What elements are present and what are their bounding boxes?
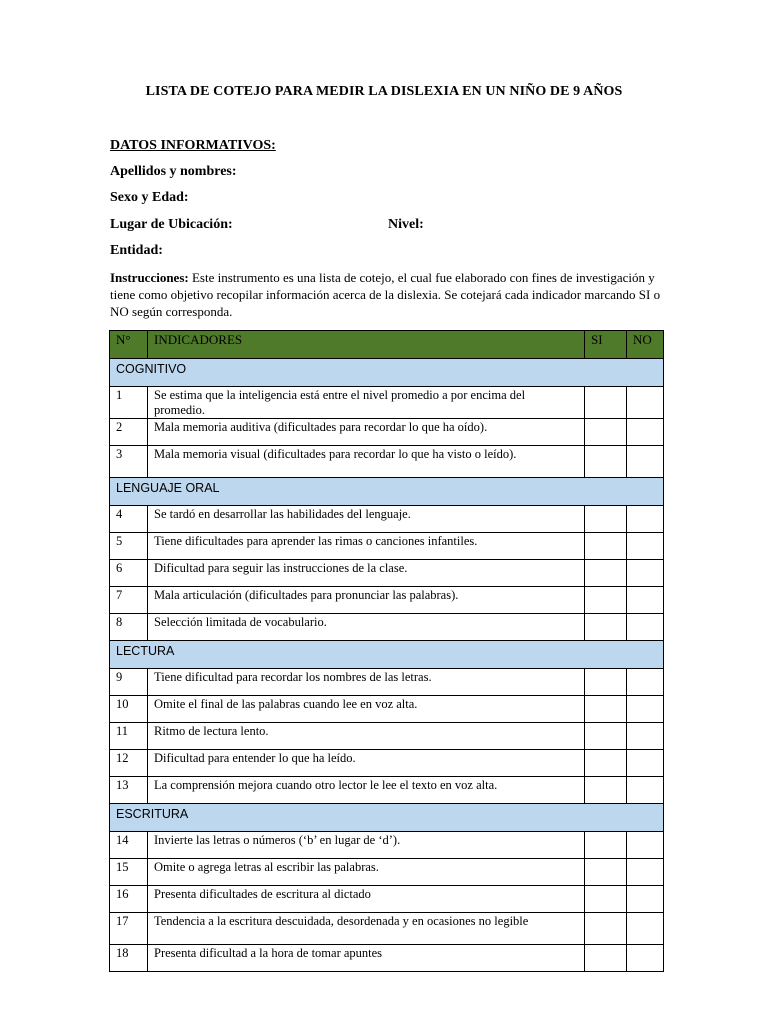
checklist-table <box>109 330 664 972</box>
si-checkbox-cell[interactable] <box>585 777 627 804</box>
item-number: 9 <box>110 669 148 696</box>
checklist-body <box>110 359 664 972</box>
no-checkbox-cell[interactable] <box>627 669 664 696</box>
si-checkbox-cell[interactable] <box>585 419 627 446</box>
nivel-field-label: Nivel: <box>388 217 424 232</box>
table-row <box>110 696 664 723</box>
section-row <box>110 804 664 832</box>
item-indicator: Se estima que la inteligencia está entre el nivel promedio a por encima del promedio. <box>148 387 585 419</box>
page-title: LISTA DE COTEJO PARA MEDIR LA DISLEXIA EN UN NIÑO DE 9 AÑOS <box>145 84 623 99</box>
no-checkbox-cell[interactable] <box>627 777 664 804</box>
item-indicator: La comprensión mejora cuando otro lector le lee el texto en voz alta. <box>148 777 585 804</box>
si-checkbox-cell[interactable] <box>585 587 627 614</box>
si-checkbox-cell[interactable] <box>585 506 627 533</box>
item-indicator: Dificultad para seguir las instrucciones de la clase. <box>148 560 585 587</box>
item-number: 10 <box>110 696 148 723</box>
table-row <box>110 832 664 859</box>
item-number: 3 <box>110 446 148 478</box>
table-row <box>110 560 664 587</box>
no-checkbox-cell[interactable] <box>627 533 664 560</box>
si-checkbox-cell[interactable] <box>585 560 627 587</box>
no-checkbox-cell[interactable] <box>627 723 664 750</box>
item-indicator: Dificultad para entender lo que ha leído. <box>148 750 585 777</box>
item-indicator: Ritmo de lectura lento. <box>148 723 585 750</box>
datos-informativos-heading: DATOS INFORMATIVOS: <box>110 138 276 153</box>
si-checkbox-cell[interactable] <box>585 832 627 859</box>
item-number: 4 <box>110 506 148 533</box>
item-indicator: Se tardó en desarrollar las habilidades del lenguaje. <box>148 506 585 533</box>
table-row <box>110 533 664 560</box>
si-checkbox-cell[interactable] <box>585 913 627 945</box>
lugar-field-label: Lugar de Ubicación: <box>110 217 233 232</box>
entidad-field-label: Entidad: <box>110 243 163 258</box>
instructions-text: Este instrumento es una lista de cotejo, el cual fue elaborado con fines de investigación y tiene como objetivo recopilar información acerca de la dislexia. Se cotejará cada indicador marcando SI o NO según corresponda. <box>110 270 661 319</box>
item-number: 2 <box>110 419 148 446</box>
item-indicator: Presenta dificultades de escritura al dictado <box>148 886 585 913</box>
header-si: SI <box>585 331 627 359</box>
table-row <box>110 419 664 446</box>
item-indicator: Mala articulación (dificultades para pronunciar las palabras). <box>148 587 585 614</box>
item-number: 7 <box>110 587 148 614</box>
table-row <box>110 859 664 886</box>
item-number: 13 <box>110 777 148 804</box>
table-row <box>110 387 664 419</box>
item-indicator: Mala memoria auditiva (dificultades para recordar lo que ha oído). <box>148 419 585 446</box>
table-row <box>110 913 664 945</box>
item-indicator: Tiene dificultades para aprender las rimas o canciones infantiles. <box>148 533 585 560</box>
instructions-paragraph <box>110 269 665 320</box>
no-checkbox-cell[interactable] <box>627 387 664 419</box>
no-checkbox-cell[interactable] <box>627 945 664 972</box>
item-number: 12 <box>110 750 148 777</box>
section-row <box>110 641 664 669</box>
item-indicator: Omite o agrega letras al escribir las palabras. <box>148 859 585 886</box>
item-indicator: Mala memoria visual (dificultades para recordar lo que ha visto o leído). <box>148 446 585 478</box>
si-checkbox-cell[interactable] <box>585 723 627 750</box>
no-checkbox-cell[interactable] <box>627 506 664 533</box>
table-row <box>110 886 664 913</box>
no-checkbox-cell[interactable] <box>627 832 664 859</box>
header-num: N° <box>110 331 148 359</box>
header-indicadores: INDICADORES <box>148 331 585 359</box>
section-title: ESCRITURA <box>110 804 664 832</box>
table-row <box>110 723 664 750</box>
no-checkbox-cell[interactable] <box>627 614 664 641</box>
table-header-row <box>110 331 664 359</box>
section-row <box>110 359 664 387</box>
si-checkbox-cell[interactable] <box>585 945 627 972</box>
item-indicator: Invierte las letras o números (‘b’ en lugar de ‘d’). <box>148 832 585 859</box>
item-number: 17 <box>110 913 148 945</box>
si-checkbox-cell[interactable] <box>585 859 627 886</box>
item-number: 16 <box>110 886 148 913</box>
no-checkbox-cell[interactable] <box>627 560 664 587</box>
instructions-label: Instrucciones: <box>110 270 189 285</box>
item-indicator: Omite el final de las palabras cuando lee en voz alta. <box>148 696 585 723</box>
section-title: COGNITIVO <box>110 359 664 387</box>
item-number: 14 <box>110 832 148 859</box>
item-number: 11 <box>110 723 148 750</box>
item-indicator: Presenta dificultad a la hora de tomar apuntes <box>148 945 585 972</box>
si-checkbox-cell[interactable] <box>585 696 627 723</box>
si-checkbox-cell[interactable] <box>585 533 627 560</box>
item-number: 5 <box>110 533 148 560</box>
table-row <box>110 669 664 696</box>
table-row <box>110 614 664 641</box>
item-number: 15 <box>110 859 148 886</box>
table-row <box>110 587 664 614</box>
no-checkbox-cell[interactable] <box>627 696 664 723</box>
no-checkbox-cell[interactable] <box>627 913 664 945</box>
section-title: LENGUAJE ORAL <box>110 478 664 506</box>
item-number: 18 <box>110 945 148 972</box>
item-number: 6 <box>110 560 148 587</box>
item-indicator: Tendencia a la escritura descuidada, desordenada y en ocasiones no legible <box>148 913 585 945</box>
section-title: LECTURA <box>110 641 664 669</box>
no-checkbox-cell[interactable] <box>627 859 664 886</box>
item-number: 8 <box>110 614 148 641</box>
table-row <box>110 506 664 533</box>
table-row <box>110 945 664 972</box>
no-checkbox-cell[interactable] <box>627 750 664 777</box>
no-checkbox-cell[interactable] <box>627 419 664 446</box>
item-indicator: Tiene dificultad para recordar los nombres de las letras. <box>148 669 585 696</box>
sexo-edad-field-label: Sexo y Edad: <box>110 190 189 205</box>
no-checkbox-cell[interactable] <box>627 587 664 614</box>
table-row <box>110 777 664 804</box>
table-row <box>110 750 664 777</box>
si-checkbox-cell[interactable] <box>585 387 627 419</box>
no-checkbox-cell[interactable] <box>627 446 664 478</box>
item-indicator: Selección limitada de vocabulario. <box>148 614 585 641</box>
si-checkbox-cell[interactable] <box>585 669 627 696</box>
table-row <box>110 446 664 478</box>
si-checkbox-cell[interactable] <box>585 446 627 478</box>
si-checkbox-cell[interactable] <box>585 750 627 777</box>
si-checkbox-cell[interactable] <box>585 614 627 641</box>
si-checkbox-cell[interactable] <box>585 886 627 913</box>
section-row <box>110 478 664 506</box>
apellidos-field-label: Apellidos y nombres: <box>110 164 237 179</box>
no-checkbox-cell[interactable] <box>627 886 664 913</box>
item-number: 1 <box>110 387 148 419</box>
header-no: NO <box>627 331 664 359</box>
